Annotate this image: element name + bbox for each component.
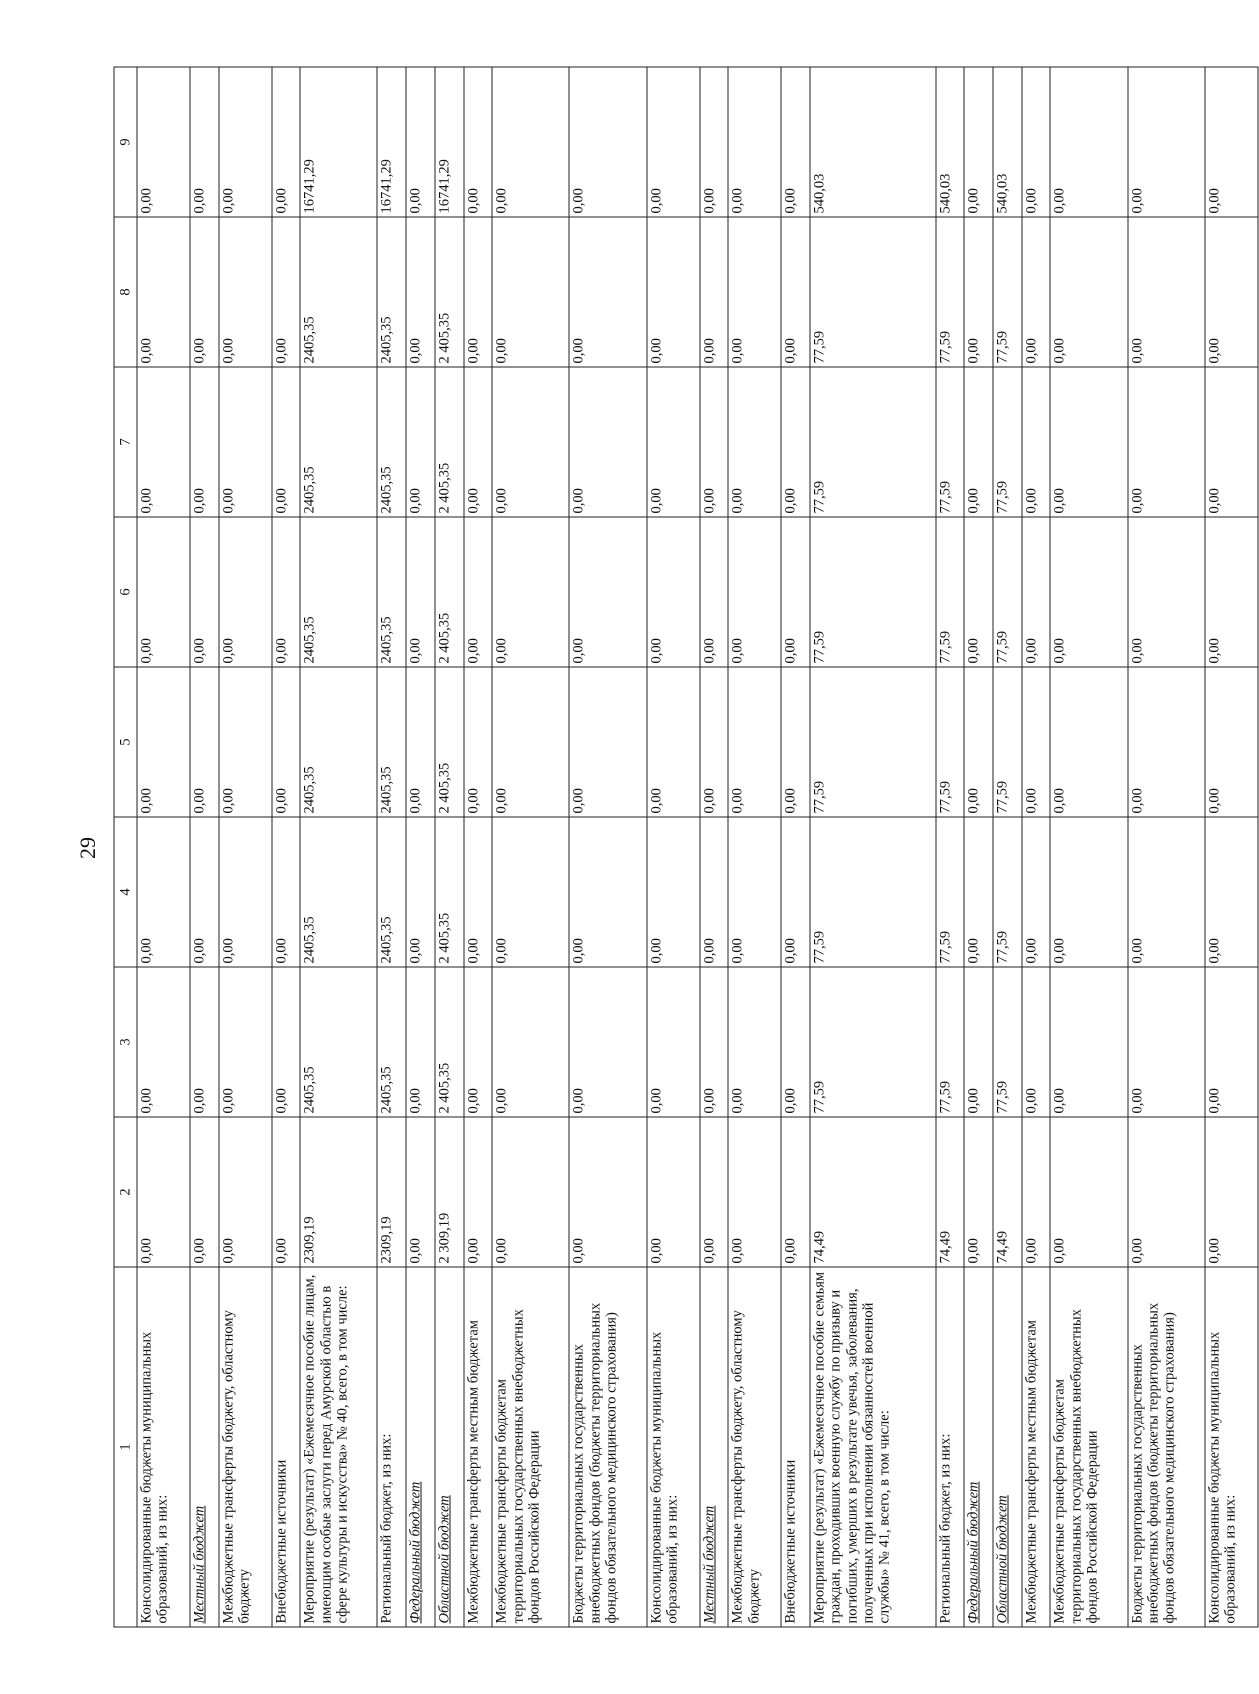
value-cell: 0,00: [781, 667, 810, 817]
value-cell: 77,59: [810, 367, 936, 517]
value-cell: 0,00: [964, 817, 993, 967]
row-label: Внебюджетные источники: [272, 1267, 301, 1627]
value-cell: 0,00: [647, 517, 700, 667]
value-cell: 0,00: [492, 667, 569, 817]
value-cell: 0,00: [1128, 67, 1205, 217]
value-cell: 0,00: [464, 1117, 493, 1267]
row-label: Межбюджетные трансферты бюджету, областному бюджету: [728, 1267, 781, 1627]
value-cell: 0,00: [492, 367, 569, 517]
table-row: [377, 67, 406, 1627]
value-cell: 0,00: [137, 1117, 190, 1267]
value-cell: 0,00: [492, 817, 569, 967]
value-cell: 0,00: [1022, 67, 1051, 217]
value-cell: 0,00: [1022, 217, 1051, 367]
value-cell: 0,00: [728, 1117, 781, 1267]
value-cell: 2309,19: [300, 1117, 377, 1267]
value-cell: 0,00: [1205, 1117, 1258, 1267]
value-cell: 0,00: [700, 967, 729, 1117]
row-label: Мероприятие (результат) «Ежемесячное пособие лицам, имеющим особые заслуги перед Амурской областью в сфере культуры и искусства» № 40, всего, в том числе:: [300, 1267, 377, 1627]
value-cell: 2405,35: [377, 817, 406, 967]
value-cell: 0,00: [728, 367, 781, 517]
column-header-4: 4: [114, 817, 137, 967]
value-cell: 0,00: [190, 367, 219, 517]
value-cell: 0,00: [1022, 1117, 1051, 1267]
value-cell: 0,00: [781, 1117, 810, 1267]
table-row: [993, 67, 1022, 1627]
value-cell: 0,00: [1128, 1117, 1205, 1267]
value-cell: 77,59: [936, 817, 965, 967]
value-cell: 0,00: [272, 367, 301, 517]
value-cell: 0,00: [492, 67, 569, 217]
row-label: Региональный бюджет, из них:: [936, 1267, 965, 1627]
table-row: [700, 67, 729, 1627]
value-cell: 0,00: [964, 967, 993, 1117]
value-cell: 0,00: [1205, 217, 1258, 367]
value-cell: 0,00: [1205, 67, 1258, 217]
column-header-3: 3: [114, 967, 137, 1117]
value-cell: 0,00: [569, 217, 646, 367]
value-cell: 0,00: [406, 667, 435, 817]
value-cell: 16741,29: [435, 67, 464, 217]
value-cell: 0,00: [1205, 817, 1258, 967]
table-container: [114, 68, 1259, 1628]
value-cell: 77,59: [993, 667, 1022, 817]
value-cell: 2 405,35: [435, 667, 464, 817]
value-cell: 2405,35: [300, 367, 377, 517]
value-cell: 2 405,35: [435, 967, 464, 1117]
value-cell: 2405,35: [377, 667, 406, 817]
table-row: [492, 67, 569, 1627]
value-cell: 0,00: [190, 817, 219, 967]
column-header-2: 2: [114, 1117, 137, 1267]
value-cell: 0,00: [1128, 517, 1205, 667]
table-row: [300, 67, 377, 1627]
value-cell: 0,00: [137, 817, 190, 967]
row-label: Бюджеты территориальных государственных внебюджетных фондов (бюджеты территориальных фондов обязательного медицинского страхования): [569, 1267, 646, 1627]
value-cell: 77,59: [993, 817, 1022, 967]
value-cell: 0,00: [964, 217, 993, 367]
value-cell: 2405,35: [300, 217, 377, 367]
value-cell: 74,49: [810, 1117, 936, 1267]
value-cell: 0,00: [137, 517, 190, 667]
table-row: [781, 67, 810, 1627]
value-cell: 0,00: [1022, 667, 1051, 817]
value-cell: 0,00: [1128, 967, 1205, 1117]
row-label: Федеральный бюджет: [406, 1267, 435, 1627]
value-cell: 0,00: [781, 517, 810, 667]
value-cell: 0,00: [1050, 967, 1127, 1117]
value-cell: 0,00: [647, 217, 700, 367]
value-cell: 77,59: [810, 967, 936, 1117]
value-cell: 0,00: [464, 217, 493, 367]
value-cell: 0,00: [728, 67, 781, 217]
row-label: Внебюджетные источники: [781, 1267, 810, 1627]
value-cell: 0,00: [406, 217, 435, 367]
value-cell: 0,00: [406, 517, 435, 667]
value-cell: 0,00: [1022, 967, 1051, 1117]
value-cell: 0,00: [406, 367, 435, 517]
value-cell: 0,00: [272, 217, 301, 367]
value-cell: 0,00: [190, 967, 219, 1117]
row-label: Региональный бюджет, из них:: [377, 1267, 406, 1627]
value-cell: 0,00: [464, 517, 493, 667]
value-cell: 0,00: [1050, 217, 1127, 367]
row-label: Областной бюджет: [993, 1267, 1022, 1627]
value-cell: 0,00: [464, 817, 493, 967]
table-row: [964, 67, 993, 1627]
value-cell: 0,00: [781, 367, 810, 517]
value-cell: 0,00: [728, 967, 781, 1117]
value-cell: 16741,29: [377, 67, 406, 217]
budget-table: [114, 67, 1259, 1628]
value-cell: 2309,19: [377, 1117, 406, 1267]
table-row: [272, 67, 301, 1627]
value-cell: 0,00: [219, 967, 272, 1117]
value-cell: 0,00: [647, 967, 700, 1117]
value-cell: 0,00: [1050, 517, 1127, 667]
table-row: [647, 67, 700, 1627]
value-cell: 0,00: [272, 1117, 301, 1267]
value-cell: 77,59: [936, 667, 965, 817]
value-cell: 2 405,35: [435, 217, 464, 367]
row-label: Консолидированные бюджеты муниципальных образований, из них:: [137, 1267, 190, 1627]
value-cell: 2405,35: [377, 367, 406, 517]
value-cell: 0,00: [190, 667, 219, 817]
value-cell: 2405,35: [300, 517, 377, 667]
value-cell: 0,00: [647, 667, 700, 817]
value-cell: 0,00: [1205, 517, 1258, 667]
value-cell: 0,00: [700, 217, 729, 367]
value-cell: 2 405,35: [435, 517, 464, 667]
value-cell: 0,00: [492, 967, 569, 1117]
value-cell: 0,00: [1128, 667, 1205, 817]
row-label: Межбюджетные трансферты местным бюджетам: [1022, 1267, 1051, 1627]
value-cell: 2405,35: [300, 967, 377, 1117]
value-cell: 0,00: [728, 517, 781, 667]
table-row: [219, 67, 272, 1627]
value-cell: 0,00: [1050, 67, 1127, 217]
value-cell: 0,00: [728, 817, 781, 967]
value-cell: 77,59: [936, 967, 965, 1117]
value-cell: 0,00: [1205, 667, 1258, 817]
value-cell: 0,00: [137, 217, 190, 367]
value-cell: 0,00: [272, 967, 301, 1117]
value-cell: 0,00: [647, 367, 700, 517]
value-cell: 0,00: [1022, 817, 1051, 967]
column-header-1: 1: [114, 1267, 137, 1627]
table-row: [406, 67, 435, 1627]
value-cell: 0,00: [1050, 1117, 1127, 1267]
value-cell: 0,00: [137, 367, 190, 517]
value-cell: 0,00: [464, 667, 493, 817]
row-label: Местный бюджет: [700, 1267, 729, 1627]
value-cell: 0,00: [219, 667, 272, 817]
value-cell: 0,00: [1128, 367, 1205, 517]
value-cell: 74,49: [993, 1117, 1022, 1267]
table-row: [569, 67, 646, 1627]
value-cell: 0,00: [1022, 367, 1051, 517]
value-cell: 0,00: [406, 967, 435, 1117]
table-row: [1022, 67, 1051, 1627]
row-label: Консолидированные бюджеты муниципальных образований, из них:: [647, 1267, 700, 1627]
value-cell: 0,00: [781, 217, 810, 367]
value-cell: 0,00: [728, 217, 781, 367]
page-number: 29: [75, 837, 100, 859]
header-row: [114, 67, 137, 1627]
value-cell: 77,59: [936, 367, 965, 517]
value-cell: 540,03: [993, 67, 1022, 217]
value-cell: 0,00: [700, 667, 729, 817]
column-header-6: 6: [114, 517, 137, 667]
value-cell: 0,00: [219, 67, 272, 217]
table-row: [464, 67, 493, 1627]
value-cell: 77,59: [810, 667, 936, 817]
row-label: Межбюджетные трансферты бюджетам территориальных государственных внебюджетных фондов Российской Федерации: [1050, 1267, 1127, 1627]
value-cell: 0,00: [272, 667, 301, 817]
value-cell: 0,00: [964, 1117, 993, 1267]
value-cell: 540,03: [936, 67, 965, 217]
value-cell: 0,00: [219, 367, 272, 517]
value-cell: 2405,35: [300, 817, 377, 967]
value-cell: 77,59: [993, 967, 1022, 1117]
value-cell: 0,00: [569, 517, 646, 667]
value-cell: 0,00: [964, 517, 993, 667]
value-cell: 0,00: [492, 217, 569, 367]
value-cell: 0,00: [700, 817, 729, 967]
value-cell: 77,59: [993, 517, 1022, 667]
value-cell: 0,00: [190, 1117, 219, 1267]
value-cell: 0,00: [647, 67, 700, 217]
table-row: [435, 67, 464, 1627]
value-cell: 77,59: [810, 517, 936, 667]
value-cell: 2 405,35: [435, 817, 464, 967]
value-cell: 0,00: [781, 817, 810, 967]
row-label: Межбюджетные трансферты местным бюджетам: [464, 1267, 493, 1627]
value-cell: 77,59: [993, 367, 1022, 517]
value-cell: 0,00: [1050, 367, 1127, 517]
value-cell: 77,59: [936, 517, 965, 667]
value-cell: 0,00: [964, 67, 993, 217]
column-header-9: 9: [114, 67, 137, 217]
value-cell: 2405,35: [377, 217, 406, 367]
value-cell: 0,00: [190, 517, 219, 667]
table-body: [137, 67, 1258, 1627]
table-row: [1050, 67, 1127, 1627]
value-cell: 0,00: [137, 67, 190, 217]
column-header-8: 8: [114, 217, 137, 367]
table-row: [137, 67, 190, 1627]
table-row: [936, 67, 965, 1627]
table-row: [1205, 67, 1258, 1627]
value-cell: 2405,35: [377, 517, 406, 667]
value-cell: 0,00: [781, 967, 810, 1117]
value-cell: 540,03: [810, 67, 936, 217]
column-header-7: 7: [114, 367, 137, 517]
value-cell: 0,00: [406, 817, 435, 967]
value-cell: 0,00: [647, 1117, 700, 1267]
value-cell: 2 309,19: [435, 1117, 464, 1267]
row-label: Федеральный бюджет: [964, 1267, 993, 1627]
value-cell: 0,00: [219, 517, 272, 667]
value-cell: 2 405,35: [435, 367, 464, 517]
value-cell: 0,00: [569, 367, 646, 517]
table-row: [190, 67, 219, 1627]
value-cell: 0,00: [464, 67, 493, 217]
value-cell: 0,00: [272, 67, 301, 217]
table-row: [810, 67, 936, 1627]
value-cell: 0,00: [700, 517, 729, 667]
value-cell: 0,00: [569, 67, 646, 217]
value-cell: 0,00: [964, 367, 993, 517]
column-header-5: 5: [114, 667, 137, 817]
value-cell: 0,00: [272, 517, 301, 667]
value-cell: 2405,35: [377, 967, 406, 1117]
table-header: [114, 67, 137, 1627]
value-cell: 77,59: [993, 217, 1022, 367]
row-label: Консолидированные бюджеты муниципальных образований, из них:: [1205, 1267, 1258, 1627]
value-cell: 0,00: [1205, 367, 1258, 517]
row-label: Областной бюджет: [435, 1267, 464, 1627]
value-cell: 77,59: [810, 217, 936, 367]
value-cell: 0,00: [1128, 817, 1205, 967]
value-cell: 0,00: [647, 817, 700, 967]
row-label: Мероприятие (результат) «Ежемесячное пособие семьям граждан, проходивших военную службу по призыву и погибших, умерших в результате увечья, заболевания, полученных при исполнении обязанностей военной службы» № 41, всего, в том числе:: [810, 1267, 936, 1627]
value-cell: 0,00: [464, 367, 493, 517]
value-cell: 0,00: [272, 817, 301, 967]
value-cell: 0,00: [1205, 967, 1258, 1117]
value-cell: 0,00: [569, 667, 646, 817]
value-cell: 0,00: [492, 517, 569, 667]
value-cell: 0,00: [492, 1117, 569, 1267]
value-cell: 0,00: [137, 967, 190, 1117]
value-cell: 0,00: [406, 67, 435, 217]
value-cell: 0,00: [464, 967, 493, 1117]
value-cell: 0,00: [700, 67, 729, 217]
value-cell: 0,00: [219, 1117, 272, 1267]
value-cell: 77,59: [936, 217, 965, 367]
value-cell: 0,00: [137, 667, 190, 817]
value-cell: 0,00: [700, 367, 729, 517]
value-cell: 0,00: [219, 817, 272, 967]
value-cell: 0,00: [700, 1117, 729, 1267]
value-cell: 0,00: [1128, 217, 1205, 367]
value-cell: 2405,35: [300, 667, 377, 817]
row-label: Местный бюджет: [190, 1267, 219, 1627]
row-label: Межбюджетные трансферты бюджету, областному бюджету: [219, 1267, 272, 1627]
value-cell: 0,00: [781, 67, 810, 217]
value-cell: 16741,29: [300, 67, 377, 217]
value-cell: 0,00: [964, 667, 993, 817]
value-cell: 0,00: [1050, 817, 1127, 967]
value-cell: 0,00: [190, 67, 219, 217]
value-cell: 0,00: [569, 1117, 646, 1267]
row-label: Бюджеты территориальных государственных внебюджетных фондов (бюджеты территориальных фондов обязательного медицинского страхования): [1128, 1267, 1205, 1627]
value-cell: 0,00: [219, 217, 272, 367]
value-cell: 0,00: [569, 967, 646, 1117]
table-row: [728, 67, 781, 1627]
value-cell: 0,00: [569, 817, 646, 967]
value-cell: 0,00: [1050, 667, 1127, 817]
value-cell: 0,00: [190, 217, 219, 367]
row-label: Межбюджетные трансферты бюджетам территориальных государственных внебюджетных фондов Российской Федерации: [492, 1267, 569, 1627]
value-cell: 0,00: [1022, 517, 1051, 667]
table-row: [1128, 67, 1205, 1627]
value-cell: 0,00: [406, 1117, 435, 1267]
value-cell: 77,59: [810, 817, 936, 967]
value-cell: 74,49: [936, 1117, 965, 1267]
value-cell: 0,00: [728, 667, 781, 817]
